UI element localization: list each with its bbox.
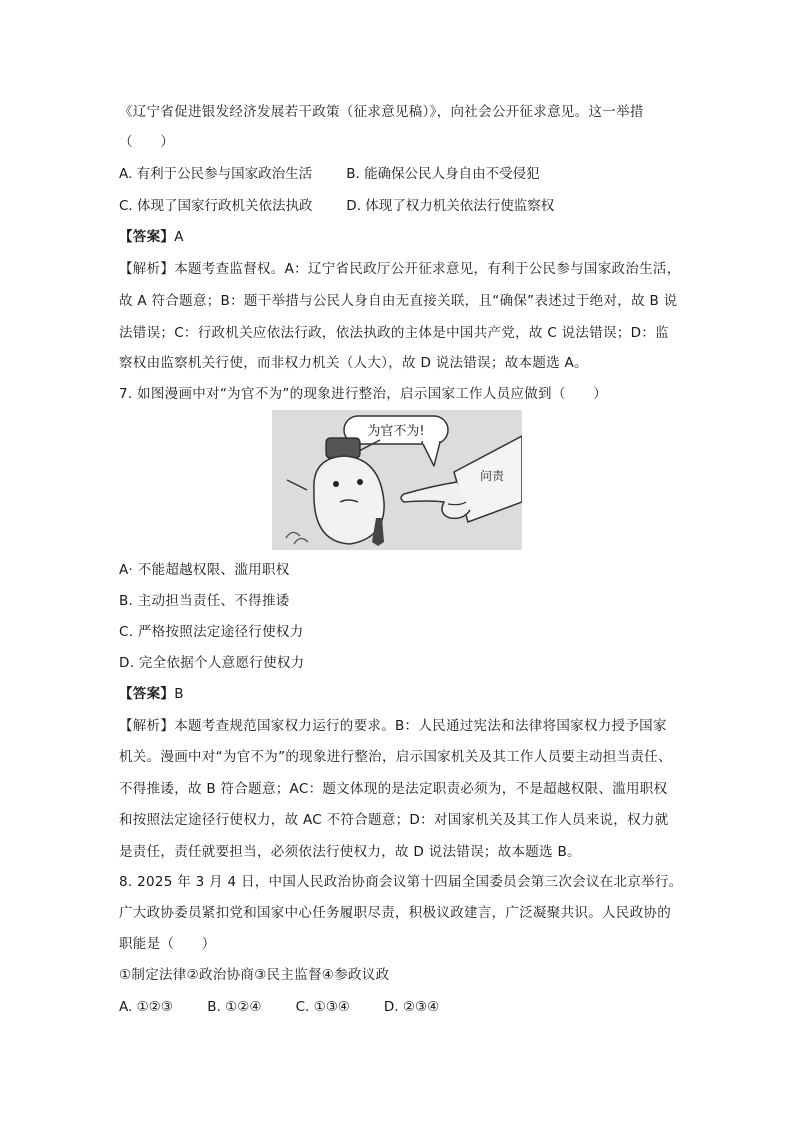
- speech-bubble-text: 为官不为!: [367, 424, 425, 439]
- q6-analysis-line1: 【解析】本题考查监督权。A：辽宁省民政厅公开征求意见，有利于公民参与国家政治生活，: [119, 261, 681, 277]
- q6-analysis-line3: 法错误；C：行政机关应依法行政，依法执政的主体是中国共产党，故 C 说法错误；D：监: [119, 325, 669, 341]
- q6-option-b: B. 能确保公民人身自由不受侵犯: [346, 166, 540, 182]
- q6-options-row2: [119, 196, 554, 216]
- q7-stem: 7. 如图漫画中对“为官不为”的现象进行整治，启示国家工作人员应做到（ ）: [119, 386, 608, 402]
- q6-answer: [119, 227, 184, 247]
- q7-analysis-line2: 机关。漫画中对“为官不为”的现象进行整治，启示国家机关及其工作人员要主动担当责任、: [119, 749, 672, 765]
- q8-option-a: A. ①②③: [119, 999, 173, 1015]
- q8-option-d: D. ②③④: [383, 999, 440, 1015]
- q7-analysis-line4: 和按照法定途径行使权力，故 AC 不符合题意；D：对国家机关及其工作人员来说，权力就: [119, 812, 669, 828]
- q7-cartoon: [272, 410, 522, 550]
- q6-analysis-line4: 察权由监察机关行使，而非权力机关（人大），故 D 说法错误；故本题选 A。: [119, 355, 588, 371]
- q7-option-b: B. 主动担当责任、不得推诿: [119, 593, 290, 609]
- q7-analysis-line3: 不得推诿，故 B 符合题意；AC：题文体现的是法定职责必须为，不是超越权限、滥用职权: [119, 781, 668, 797]
- q8-choices: ①制定法律②政治协商③民主监督④参政议政: [119, 967, 390, 983]
- q6-answer-value: A: [174, 229, 184, 245]
- q6-option-a: A. 有利于公民参与国家政治生活: [119, 166, 313, 182]
- q8-stem-line1: 8. 2025 年 3 月 4 日，中国人民政治协商会议第十四届全国委员会第三次会议在北京举行。: [119, 874, 683, 890]
- q6-option-c: C. 体现了国家行政机关依法执政: [119, 198, 313, 214]
- q6-options-row1: [119, 164, 540, 184]
- q8-stem-line2: 广大政协委员紧扣党和国家中心任务履职尽责，积极议政建言，广泛凝聚共识。人民政协的: [119, 905, 671, 921]
- q8-option-c: C. ①③④: [295, 999, 350, 1015]
- q7-analysis-line1: 【解析】本题考查规范国家权力运行的要求。B：人民通过宪法和法律将国家权力授予国家: [119, 718, 667, 734]
- sleeve-label: 问责: [479, 469, 505, 483]
- q6-option-d: D. 体现了权力机关依法行使监察权: [346, 198, 555, 214]
- q7-answer-tag: 【答案】: [119, 686, 175, 702]
- q7-option-a: A· 不能超越权限、滥用职权: [119, 562, 290, 578]
- q8-options-row: [119, 997, 439, 1017]
- q8-stem-line3: 职能是（ ）: [119, 936, 216, 952]
- q7-option-c: C. 严格按照法定途径行使权力: [119, 624, 304, 640]
- q6-stem-line2: （ ）: [119, 134, 175, 150]
- q6-analysis-line2: 故 A 符合题意；B：题干举措与公民人身自由无直接关联，且“确保”表述过于绝对，故 B 说: [119, 293, 678, 309]
- q6-answer-tag: 【答案】: [119, 229, 175, 245]
- q8-option-b: B. ①②④: [207, 999, 262, 1015]
- q6-stem-line1: 《辽宁省促进银发经济发展若干政策（征求意见稿）》，向社会公开征求意见。这一举措: [119, 104, 644, 120]
- q7-answer: [119, 684, 184, 704]
- q7-answer-value: B: [174, 686, 184, 702]
- q7-analysis-line5: 是责任，责任就要担当，必须依法行使权力，故 D 说法错误；故本题选 B。: [119, 844, 581, 860]
- q7-option-d: D. 完全依据个人意愿行使权力: [119, 655, 305, 671]
